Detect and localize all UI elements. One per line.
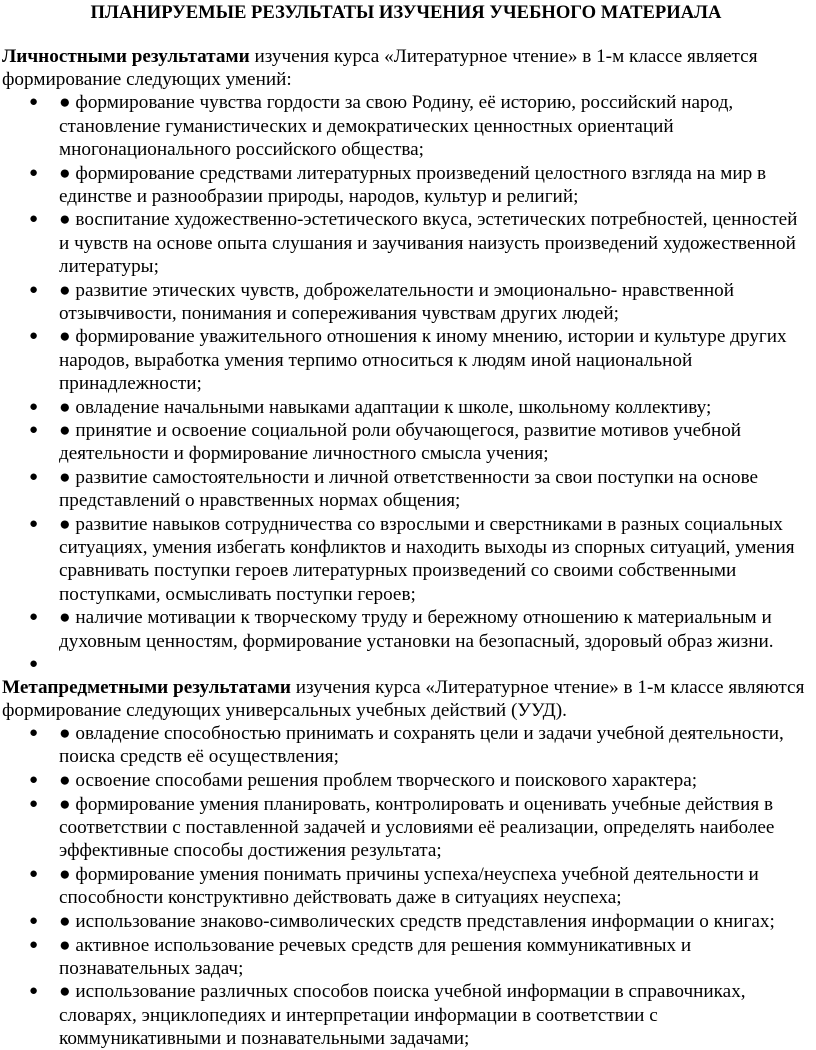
bullet-icon: ●	[29, 469, 39, 486]
bullet-icon: ●	[29, 422, 39, 439]
bullet-icon: ●	[29, 795, 39, 812]
bullet-icon: ●	[29, 211, 39, 228]
personal-results-intro-text: изучения курса «Литературное чтение» в 1-м классе является формирование следующих умений:	[2, 46, 758, 91]
list-item: ● ● использование знаково-символических средств представления информации о книгах;	[29, 910, 775, 932]
list-item: ● ● формирование умения понимать причины успеха/неуспеха учебной деятельности и способности конструктивно действовать даже в ситуациях неуспеха;	[29, 863, 759, 909]
bullet-icon: ●	[29, 725, 39, 742]
bullet-icon: ●	[29, 865, 39, 882]
list-item: ● ● развитие навыков сотрудничества со взрослыми и сверстниками в разных социальных ситуациях, умения избегать конфликтов и находить выходы из спорных ситуаций, умения сравнивать поступки героев литературных произведений со своими собственными поступками, осмысливать поступки героев;	[29, 514, 795, 605]
list-item-empty	[2, 653, 810, 675]
bullet-icon: ●	[29, 772, 39, 789]
list-item: ● ● формирование средствами литературных произведений целостного взгляда на мир в единстве и разнообразии природы, народов, культур и религий;	[29, 162, 767, 207]
list-item: ● ● активное использование речевых средств для решения коммуникативных и познавательных задач;	[29, 934, 692, 979]
bullet-icon: ●	[29, 936, 39, 953]
bullet-icon: ●	[29, 94, 39, 111]
bullet-icon: ●	[29, 656, 39, 673]
list-item: ● ● наличие мотивации к творческому труду и бережному отношению к материальным и духовным ценностям, формирование установки на безопасный, здоровый образ жизни.	[29, 607, 774, 652]
document-title: ПЛАНИРУЕМЫЕ РЕЗУЛЬТАТЫ ИЗУЧЕНИЯ УЧЕБНОГО МАТЕРИАЛА	[90, 2, 722, 23]
list-item: ● ● овладение способностью принимать и сохранять цели и задачи учебной деятельности, поиска средств её осуществления;	[29, 723, 784, 768]
personal-results-intro	[2, 45, 810, 91]
list-item: ● ● воспитание художественно-эстетического вкуса, эстетических потребностей, ценностей и чувств на основе опыта слушания и заучивания наизусть произведений художественной литературы;	[29, 209, 798, 277]
bullet-icon: ●	[29, 164, 39, 181]
meta-results-intro	[2, 676, 810, 722]
list-item: ● ● использование различных способов поиска учебной информации в справочниках, словарях, энциклопедиях и интерпретации информации в соответствии с коммуникативными и познавательными задачами;	[29, 981, 746, 1049]
list-item: ● ● развитие этических чувств, доброжелательности и эмоционально- нравственной отзывчивости, понимания и сопереживания чувствам других людей;	[29, 279, 735, 324]
meta-results-heading: Метапредметными результатами	[2, 676, 291, 698]
bullet-icon: ●	[29, 281, 39, 298]
list-item: ● ● принятие и освоение социальной роли обучающегося, развитие мотивов учебной деятельности и формирование личностного смысла учения;	[29, 420, 742, 465]
meta-results-list	[2, 722, 810, 1050]
personal-results-list	[2, 91, 810, 675]
list-item: ● ● формирование умения планировать, контролировать и оценивать учебные действия в соответствии с поставленной задачей и условиями её реализации, определять наиболее эффективные способы достижения результата;	[29, 793, 775, 862]
bullet-icon: ●	[29, 609, 39, 626]
personal-results-heading: Личностными результатами	[2, 46, 250, 67]
list-item: ● ● формирование уважительного отношения к иному мнению, истории и культуре других народов, выработка умения терпимо относиться к людям иной национальной принадлежности;	[29, 326, 787, 394]
bullet-icon: ●	[29, 398, 39, 415]
meta-results-intro-text: изучения курса «Литературное чтение» в 1-м классе являются формирование следующих универсальных учебных действий (УУД).	[2, 676, 805, 721]
bullet-icon: ●	[29, 516, 39, 533]
bullet-icon: ●	[29, 983, 39, 1000]
bullet-icon: ●	[29, 912, 39, 929]
list-item: ● ● развитие самостоятельности и личной ответственности за свои поступки на основе представлений о нравственных нормах общения;	[29, 467, 759, 512]
bullet-icon: ●	[29, 328, 39, 345]
list-item: ● ● освоение способами решения проблем творческого и поискового характера;	[29, 770, 698, 792]
list-item: ● ● формирование чувства гордости за свою Родину, её историю, российский народ, становление гуманистических и демократических ценностных ориентаций многонационального российского общества;	[29, 92, 734, 160]
list-item: ● ● овладение начальными навыками адаптации к школе, школьному коллективу;	[29, 396, 712, 418]
